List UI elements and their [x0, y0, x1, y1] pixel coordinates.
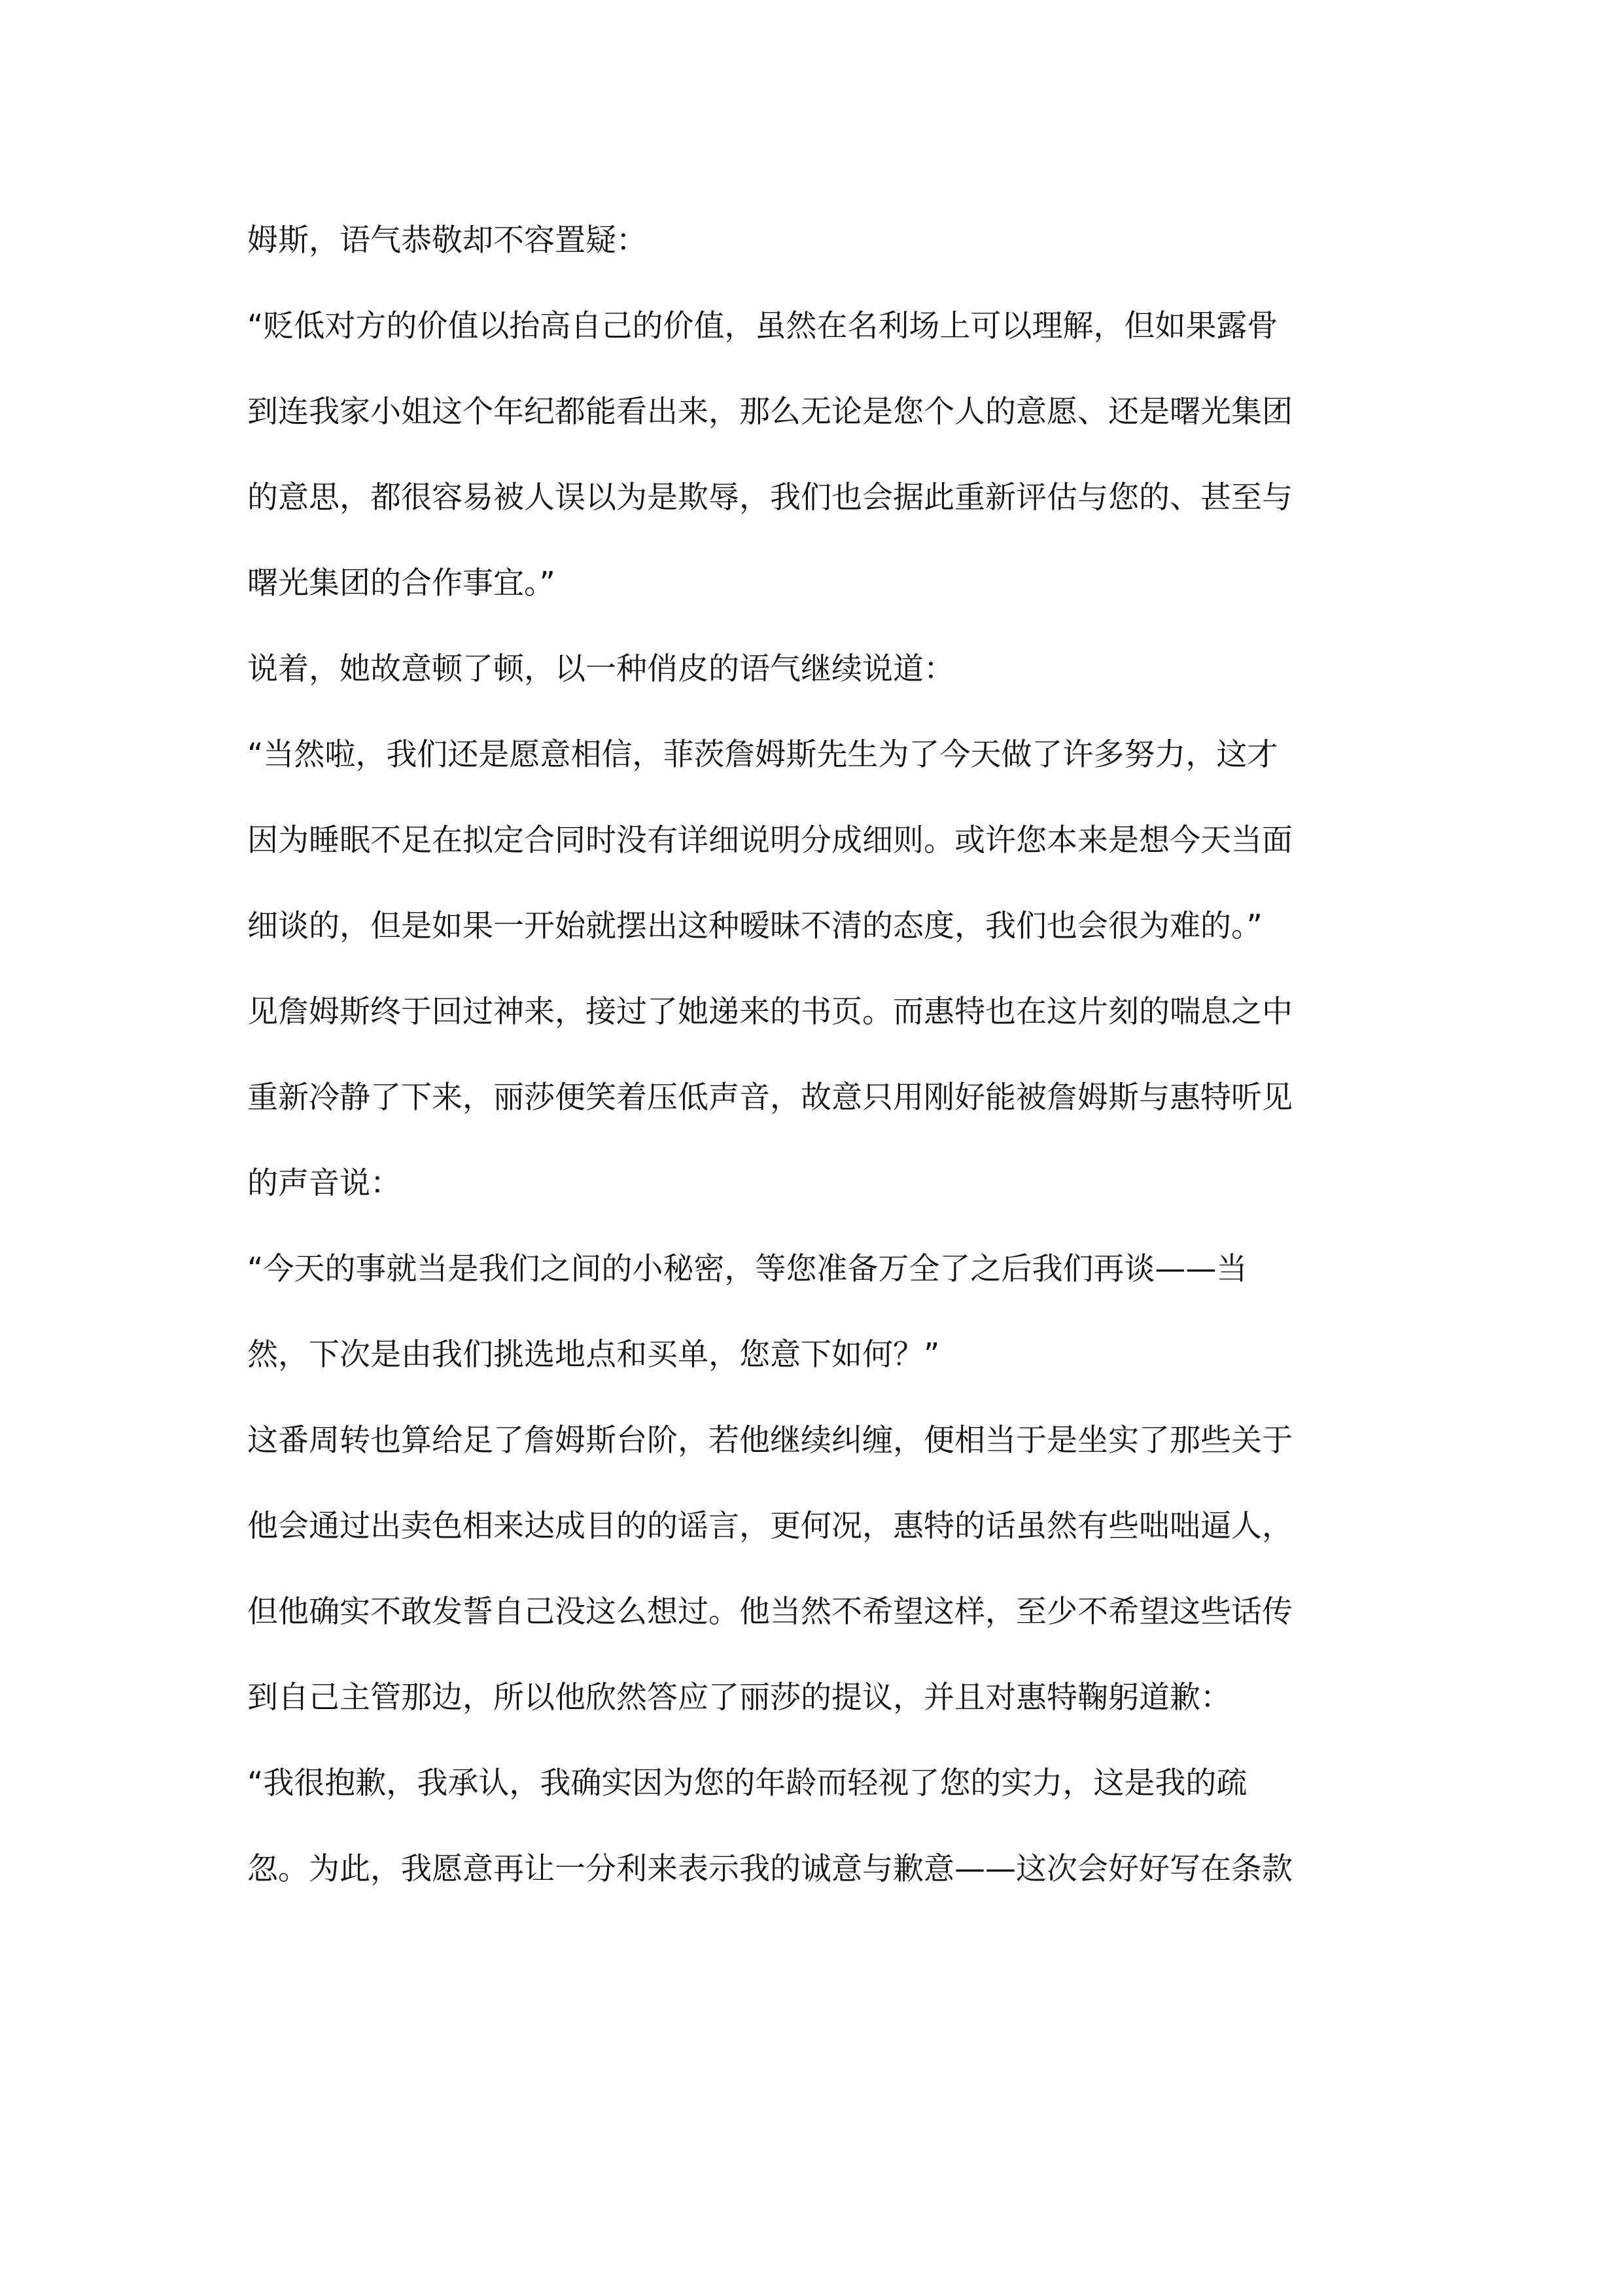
text-line: 因为睡眠不足在拟定合同时没有详细说明分成细则。或许您本来是想今天当面	[247, 822, 1293, 858]
text-line: “我很抱歉，我承认，我确实因为您的年龄而轻视了您的实力，这是我的疏	[247, 1765, 1248, 1801]
text-line: 的意思，都很容易被人误以为是欺辱，我们也会据此重新评估与您的、甚至与	[247, 480, 1293, 516]
text-line: 忽。为此，我愿意再让一分利来表示我的诚意与歉意——这次会好好写在条款	[247, 1851, 1293, 1887]
text-line: 到连我家小姐这个年纪都能看出来，那么无论是您个人的意愿、还是曙光集团	[247, 394, 1293, 430]
text-line: 说着，她故意顿了顿，以一种俏皮的语气继续说道：	[247, 651, 954, 687]
text-line: 重新冷静了下来，丽莎便笑着压低声音，故意只用刚好能被詹姆斯与惠特听见	[247, 1080, 1293, 1116]
text-line: “当然啦，我们还是愿意相信，菲茨詹姆斯先生为了今天做了许多努力，这才	[247, 737, 1278, 773]
text-line: “贬低对方的价值以抬高自己的价值，虽然在名利场上可以理解，但如果露骨	[247, 308, 1278, 344]
text-line: 这番周转也算给足了詹姆斯台阶，若他继续纠缠，便相当于是坐实了那些关于	[247, 1422, 1293, 1458]
text-line: 但他确实不敢发誓自己没这么想过。他当然不希望这样，至少不希望这些话传	[247, 1594, 1293, 1630]
text-line: 到自己主管那边，所以他欣然答应了丽莎的提议，并且对惠特鞠躬道歉：	[247, 1680, 1231, 1716]
text-line: 的声音说：	[247, 1165, 401, 1201]
text-line: 然，下次是由我们挑选地点和买单，您意下如何？”	[247, 1337, 940, 1373]
text-line: “今天的事就当是我们之间的小秘密，等您准备万全了之后我们再谈——当	[247, 1251, 1248, 1287]
text-line: 见詹姆斯终于回过神来，接过了她递来的书页。而惠特也在这片刻的喘息之中	[247, 994, 1293, 1030]
text-line: 姆斯，语气恭敬却不容置疑：	[247, 222, 647, 258]
text-line: 他会通过出卖色相来达成目的的谣言，更何况，惠特的话虽然有些咄咄逼人，	[247, 1508, 1293, 1544]
text-line: 细谈的，但是如果一开始就摆出这种暧昧不清的态度，我们也会很为难的。”	[247, 908, 1263, 944]
document-body	[247, 198, 1379, 1912]
text-line: 曙光集团的合作事宜。”	[247, 565, 555, 601]
